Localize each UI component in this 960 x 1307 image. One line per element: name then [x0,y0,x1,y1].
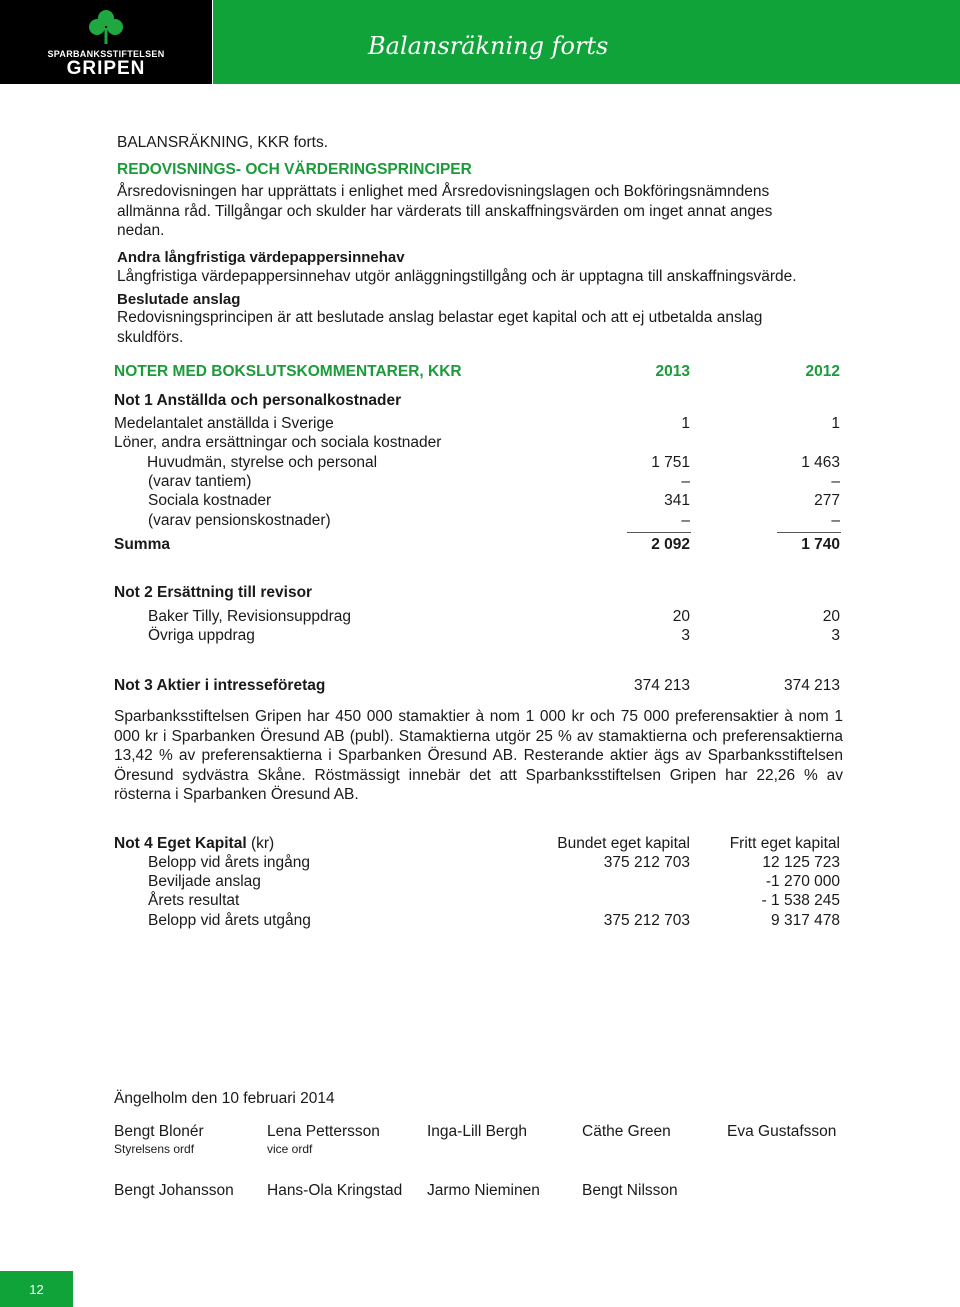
note2-row-v2: 20 [822,608,840,625]
securities-text: Långfristiga värdepappersinnehav utgör anläggningstillgång och är upptagna till anskaffningsvärde. [117,268,797,285]
note1-row-v1: 1 [681,415,690,432]
note4-row-v2: 9 317 478 [771,912,840,929]
note4-row-label: Belopp vid årets utgång [148,912,311,929]
note2-row-v2: 3 [831,627,840,644]
principles-heading: REDOVISNINGS- OCH VÄRDERINGSPRINCIPER [117,161,472,178]
note1-row-label: Medelantalet anställda i Sverige [114,415,334,432]
note2-row-v1: 3 [681,627,690,644]
signatory-name: Cäthe Green [582,1123,671,1140]
signatory-name: Inga-Lill Bergh [427,1123,527,1140]
place-date: Ängelholm den 10 februari 2014 [114,1090,335,1107]
logo-name: SPARBANKSSTIFTELSEN [47,49,165,59]
page-title: Balansräkning forts [368,32,609,60]
note3-title: Not 3 Aktier i intresseföretag [114,677,326,694]
sum-rule-2013 [627,532,691,533]
note2-row-label: Övriga uppdrag [148,627,255,644]
note4-row-label: Årets resultat [148,892,240,909]
note2-row-label: Baker Tilly, Revisionsuppdrag [148,608,352,625]
note2-title: Not 2 Ersättning till revisor [114,584,313,601]
note4-row-v1: 375 212 703 [603,912,690,929]
note4-col1-header: Bundet eget kapital [557,835,690,852]
signatory-name: Eva Gustafsson [727,1123,837,1140]
year-2012: 2012 [805,363,840,380]
signatory-name: Lena Pettersson [267,1123,380,1140]
signatory-role: Styrelsens ordf [114,1142,195,1156]
note4-title-line [114,834,274,853]
note1-sum-v2: 1 740 [801,536,840,553]
note1-sum-v1: 2 092 [651,536,690,553]
note3-text: Sparbanksstiftelsen Gripen har 450 000 stamaktier à nom 1 000 kr och 75 000 preferensaktier à nom 1 000 kr i Sparbanken Öresund AB (publ). Stamaktierna utgör 25 % av stamaktierna och preferensaktierna 13,42 % av preferensaktierna i Sparbanken Öresund AB. Resterande aktier ägs av Sparbanksstiftelsen Öresund sydvästra Skåne. Röstmässigt innebär det att Sparbanksstiftelsen Gripen har 22,26 % av rösterna i Sparbanken Öresund AB. [114,708,843,803]
signatory-name: Bengt Nilsson [582,1182,678,1199]
signatory-name: Hans-Ola Kringstad [267,1182,403,1199]
sum-rule-2012 [777,532,841,533]
note3-v2: 374 213 [783,677,840,694]
note1-row-v1: 341 [664,492,690,509]
signatory-name: Jarmo Nieminen [427,1182,540,1199]
note4-row-v2: - 1 538 245 [761,892,840,909]
notes-heading: NOTER MED BOKSLUTSKOMMENTARER, KKR [114,363,462,380]
note4-title: Not 4 Eget Kapital [114,835,247,852]
note4-unit: (kr) [250,835,275,852]
note1-row-label: Huvudmän, styrelse och personal [147,454,378,471]
note1-title: Not 1 Anställda och personalkostnader [114,392,402,409]
note1-row-label: Sociala kostnader [148,492,272,509]
note1-row-v2: – [831,512,840,529]
section-title: BALANSRÄKNING, KKR forts. [117,134,329,151]
note1-row-v1: – [681,512,690,529]
clover-logo-icon [88,8,124,46]
grants-heading: Beslutade anslag [117,291,241,308]
note1-row-v2: – [831,473,840,490]
note1-row-v2: 277 [814,492,840,509]
note3-v1: 374 213 [633,677,690,694]
note4-col2-header: Fritt eget kapital [729,835,840,852]
signatory-name: Bengt Blonér [114,1123,204,1140]
note1-row-label: (varav pensionskostnader) [148,512,331,529]
note1-row-label: (varav tantiem) [148,473,252,490]
grants-text: Redovisningsprincipen är att beslutade anslag belastar eget kapital och att ej utbetalda anslag skuldförs. [117,309,763,346]
note1-sum-label: Summa [114,536,170,553]
page-number: 12 [29,1282,44,1297]
note2-row-v1: 20 [672,608,690,625]
logo-subtitle: GRIPEN [66,58,146,79]
note4-row-label: Belopp vid årets ingång [148,854,311,871]
principles-text: Årsredovisningen har upprättats i enlighet med Årsredovisningslagen och Bokföringsnämndens allmänna råd. Tillgångar och skulder har värderats till anskaffningsvärden om inget annat anges nedan. [117,183,773,239]
note1-row-v2: 1 [831,415,840,432]
note4-row-v2: -1 270 000 [765,873,840,890]
note4-row-v1: 375 212 703 [603,854,690,871]
note1-row-label: Löner, andra ersättningar och sociala kostnader [114,434,442,451]
note1-row-v1: – [681,473,690,490]
signatory-name: Bengt Johansson [114,1182,234,1199]
note1-row-v2: 1 463 [801,454,840,471]
note1-row-v1: 1 751 [651,454,690,471]
signatory-role: vice ordf [267,1142,313,1156]
note4-row-v2: 12 125 723 [762,854,840,871]
note4-row-label: Beviljade anslag [148,873,261,890]
year-2013: 2013 [655,363,690,380]
securities-heading: Andra långfristiga värdepappersinnehav [117,249,405,266]
